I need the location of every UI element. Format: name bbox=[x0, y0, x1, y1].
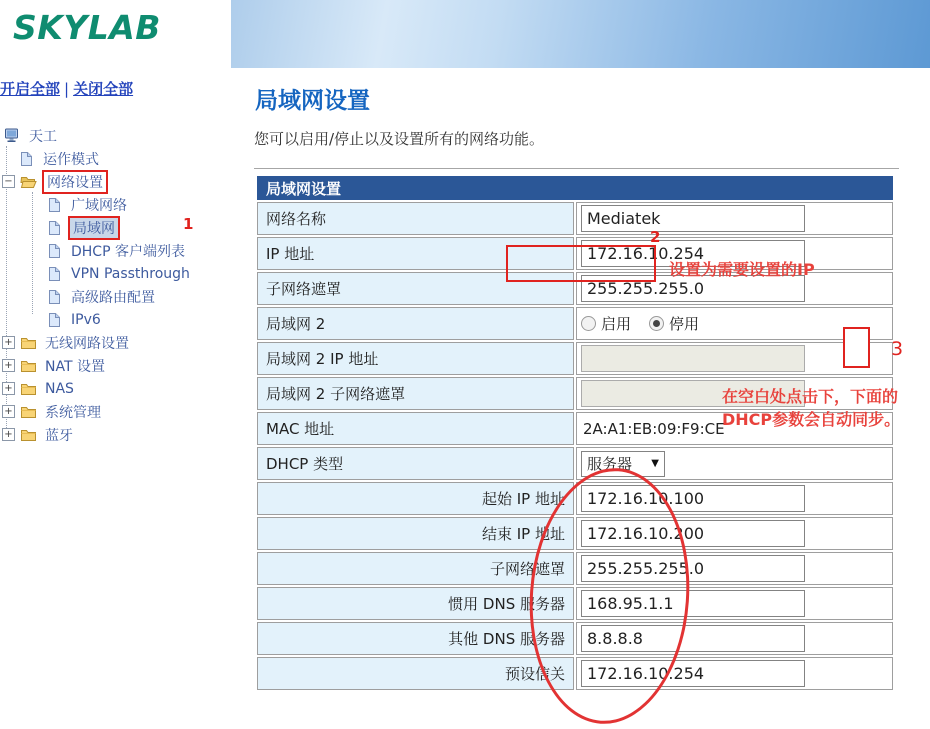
page-icon bbox=[46, 243, 63, 259]
mac-address-text: 2A:A1:EB:09:F9:CE bbox=[583, 420, 725, 438]
sidebar-item-wireless-settings[interactable] bbox=[0, 331, 231, 354]
minus-expander-icon[interactable]: − bbox=[2, 175, 15, 188]
link-separator: | bbox=[64, 80, 70, 98]
annotation-box-blank bbox=[843, 327, 870, 368]
sidebar-item-nas[interactable] bbox=[0, 377, 231, 400]
lan2-ip-address-input bbox=[581, 345, 805, 372]
network-name-input[interactable] bbox=[581, 205, 805, 232]
folder-closed-icon bbox=[20, 335, 37, 351]
dhcp-subnet-mask-label: 子网络遮罩 bbox=[257, 552, 574, 585]
sidebar-item-ipv6[interactable] bbox=[0, 308, 231, 331]
dhcp-secondary-dns-label: 其他 DNS 服务器 bbox=[257, 622, 574, 655]
navigation-tree bbox=[0, 124, 231, 446]
page-icon bbox=[46, 266, 63, 282]
sidebar-item-lan[interactable] bbox=[0, 216, 231, 239]
sidebar-item-dhcp-client-list[interactable] bbox=[0, 239, 231, 262]
plus-expander-icon[interactable]: + bbox=[2, 428, 15, 441]
folder-closed-icon bbox=[20, 381, 37, 397]
annotation-step-1: 1 bbox=[183, 215, 194, 233]
collapse-all-link[interactable]: 关闭全部 bbox=[73, 80, 134, 98]
page-icon bbox=[46, 312, 63, 328]
computer-icon bbox=[4, 128, 21, 144]
dhcp-start-ip-label: 起始 IP 地址 bbox=[257, 482, 574, 515]
table-row-network-name bbox=[257, 202, 893, 235]
sidebar-item-label[interactable]: 运作模式 bbox=[43, 151, 99, 168]
sidebar-item-label[interactable]: IPv6 bbox=[71, 311, 101, 328]
lan2-label: 局域网 2 bbox=[257, 307, 574, 340]
dhcp-default-gateway-label: 预设信关 bbox=[257, 657, 574, 690]
sidebar-item-advanced-routing[interactable] bbox=[0, 285, 231, 308]
annotation-step-2: 2 bbox=[650, 228, 661, 246]
dhcp-primary-dns-label: 惯用 DNS 服务器 bbox=[257, 587, 574, 620]
page-icon bbox=[46, 220, 63, 236]
annotation-dhcp-note bbox=[722, 385, 900, 431]
radio-checked-icon[interactable] bbox=[649, 316, 664, 331]
lan2-radio-group bbox=[581, 313, 888, 334]
sidebar-item-label[interactable]: DHCP 客户端列表 bbox=[71, 243, 185, 260]
page-icon bbox=[46, 197, 63, 213]
sidebar-item-label[interactable]: NAT 设置 bbox=[45, 358, 105, 375]
lan2-ip-address-label: 局域网 2 IP 地址 bbox=[257, 342, 574, 375]
sidebar bbox=[0, 0, 231, 707]
dhcp-type-label: DHCP 类型 bbox=[257, 447, 574, 480]
sidebar-item-system-management[interactable] bbox=[0, 400, 231, 423]
expand-all-link[interactable]: 开启全部 bbox=[0, 80, 61, 98]
sidebar-item-nat-settings[interactable] bbox=[0, 354, 231, 377]
plus-expander-icon[interactable]: + bbox=[2, 405, 15, 418]
subnet-mask-label: 子网络遮罩 bbox=[257, 272, 574, 305]
sidebar-item-label[interactable]: 局域网 bbox=[68, 216, 120, 240]
sidebar-item-label[interactable]: 网络设置 bbox=[42, 170, 108, 194]
table-row-lan2 bbox=[257, 307, 893, 340]
sidebar-item-label[interactable]: 广域网络 bbox=[71, 197, 127, 214]
sidebar-item-network-settings[interactable] bbox=[0, 170, 231, 193]
header-banner bbox=[231, 0, 930, 68]
radio-unchecked-icon[interactable] bbox=[581, 316, 596, 331]
page-title: 局域网设置 bbox=[255, 88, 370, 114]
ip-address-label: IP 地址 bbox=[257, 237, 574, 270]
dhcp-end-ip-label: 结束 IP 地址 bbox=[257, 517, 574, 550]
annotation-dhcp-note-line1: 在空白处点击下，下面的 bbox=[722, 387, 899, 406]
sidebar-item-label[interactable]: 高级路由配置 bbox=[71, 289, 155, 306]
tree-toggle-links bbox=[0, 78, 133, 99]
plus-expander-icon[interactable]: + bbox=[2, 359, 15, 372]
sidebar-item-wan[interactable] bbox=[0, 193, 231, 216]
table-row-lan2-ip-address bbox=[257, 342, 893, 375]
sidebar-item-label[interactable]: VPN Passthrough bbox=[71, 265, 190, 282]
annotation-step-3: 3 bbox=[891, 338, 904, 360]
sidebar-item-operation-mode[interactable] bbox=[0, 147, 231, 170]
plus-expander-icon[interactable]: + bbox=[2, 382, 15, 395]
page-subtitle: 您可以启用/停止以及设置所有的网络功能。 bbox=[254, 130, 545, 148]
table-header: 局域网设置 bbox=[257, 176, 893, 200]
sidebar-item-root-tiangong[interactable] bbox=[0, 124, 231, 147]
annotation-dhcp-note-line2: DHCP参数会自动同步。 bbox=[722, 410, 901, 429]
folder-open-icon bbox=[20, 174, 37, 190]
page-icon bbox=[18, 151, 35, 167]
divider bbox=[254, 168, 899, 169]
folder-closed-icon bbox=[20, 358, 37, 374]
folder-closed-icon bbox=[20, 427, 37, 443]
sidebar-item-label[interactable]: 天工 bbox=[29, 128, 57, 145]
sidebar-item-label[interactable]: NAS bbox=[45, 380, 74, 397]
sidebar-item-label[interactable]: 无线网路设置 bbox=[45, 335, 129, 352]
sidebar-item-bluetooth[interactable] bbox=[0, 423, 231, 446]
dropdown-caret-icon: ▼ bbox=[651, 458, 659, 469]
mac-address-label: MAC 地址 bbox=[257, 412, 574, 445]
skylab-logo: SKYLAB bbox=[13, 8, 161, 47]
network-name-value-cell bbox=[576, 202, 893, 235]
sidebar-item-label[interactable]: 系统管理 bbox=[45, 404, 101, 421]
sidebar-item-vpn-passthrough[interactable] bbox=[0, 262, 231, 285]
table-row-dhcp-type bbox=[257, 447, 893, 480]
plus-expander-icon[interactable]: + bbox=[2, 336, 15, 349]
select-value: 服务器 bbox=[587, 455, 633, 473]
radio-option-label: 启用 bbox=[601, 315, 632, 333]
annotation-box-ip bbox=[506, 245, 656, 282]
folder-closed-icon bbox=[20, 404, 37, 420]
sidebar-item-label[interactable]: 蓝牙 bbox=[45, 427, 73, 444]
lan2-radio-option[interactable] bbox=[581, 313, 631, 334]
lan2-radio-option[interactable] bbox=[649, 313, 699, 334]
page-icon bbox=[46, 289, 63, 305]
lan2-subnet-mask-label: 局域网 2 子网络遮罩 bbox=[257, 377, 574, 410]
annotation-ip-note: 设置为需要设置的IP bbox=[669, 260, 815, 279]
network-name-label: 网络名称 bbox=[257, 202, 574, 235]
radio-option-label: 停用 bbox=[669, 315, 700, 333]
